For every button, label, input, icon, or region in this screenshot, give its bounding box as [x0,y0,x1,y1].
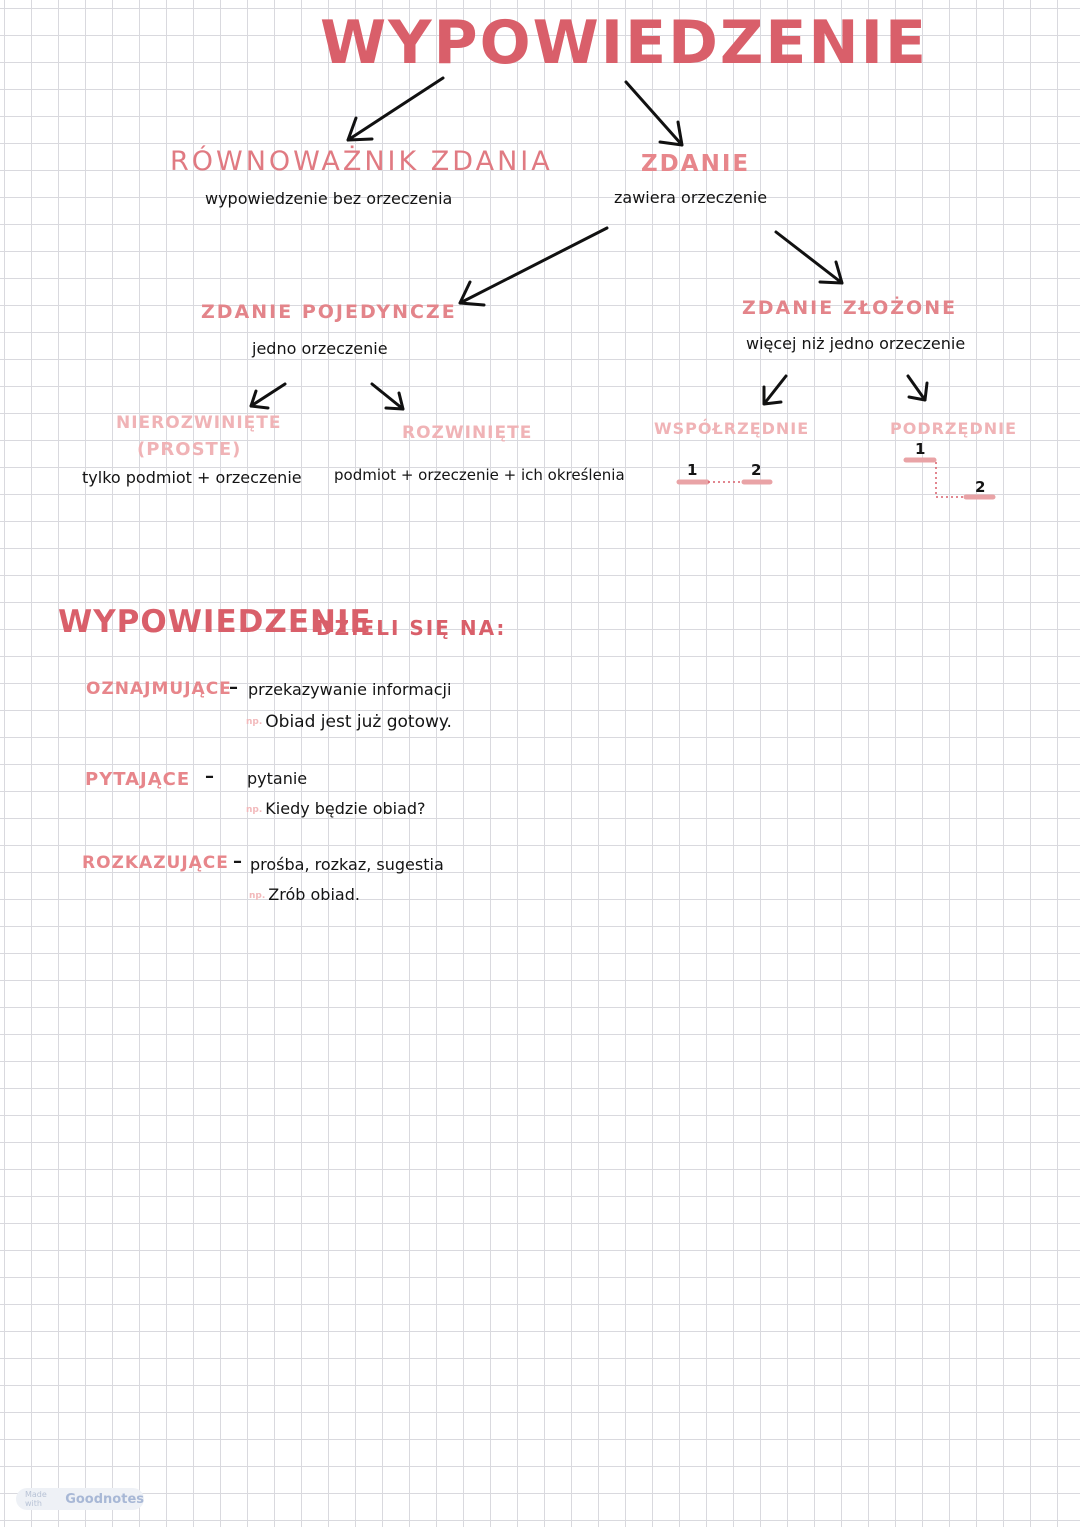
rownowaznik-label: RÓWNOWAŻNIK ZDANIA [170,146,553,177]
type-name-pytajace: PYTAJĄCE [85,769,191,790]
example-text: Obiad jest już gotowy. [265,712,452,732]
nierozwiniete-label: NIEROZWINIĘTE [116,413,282,433]
arrow-zdanie-to-zlozone [776,232,842,283]
type-dash-pytajace: – [205,766,214,787]
arrow-title-to-zdanie [626,82,682,145]
podrzednie-label: PODRZĘDNIE [890,419,1018,438]
made-with-label: Made with [25,1490,47,1508]
rozwiniete-desc: podmiot + orzeczenie + ich określenia [334,466,625,484]
np-label: np. [246,804,263,815]
zlozone-desc: więcej niż jedno orzeczenie [746,334,966,353]
type-desc-oznajmujace: przekazywanie informacji [248,680,452,699]
type-name-rozkazujace: ROZKAZUJĄCE [82,853,229,873]
pojedyncze-label: ZDANIE POJEDYNCZE [201,301,457,323]
rozwiniete-label: ROZWINIĘTE [402,423,533,443]
wspolrzednie-number-1: 1 [687,461,698,479]
division-heading-rest: DZIELI SIĘ NA: [316,616,507,640]
arrow-to-wspolrzednie [764,376,786,404]
wspolrzednie-label: WSPÓŁRZĘDNIE [654,419,810,438]
arrow-to-rozwiniete [372,384,403,409]
rownowaznik-desc: wypowiedzenie bez orzeczenia [205,189,453,208]
example-text: Kiedy będzie obiad? [265,799,426,818]
podrzednie-number-2: 2 [975,478,986,496]
zdanie-label: ZDANIE [641,151,751,177]
example-text: Zrób obiad. [268,885,360,904]
goodnotes-badge [16,1488,144,1510]
page-title: WYPOWIEDZENIE [320,8,928,78]
podrzednie-number-1: 1 [915,440,926,458]
np-label: np. [249,890,266,901]
type-desc-pytajace: pytanie [247,769,308,788]
goodnotes-brand: Goodnotes [65,1491,144,1507]
arrow-to-podrzednie [908,376,927,400]
nierozwiniete-sublabel: (PROSTE) [137,439,242,460]
type-example-rozkazujace [249,885,360,904]
type-example-pytajace [246,799,426,818]
arrow-title-to-rownowaznik [348,78,443,140]
division-heading-main: WYPOWIEDZENIE [58,604,372,640]
zlozone-label: ZDANIE ZŁOŻONE [742,297,958,319]
type-dash-rozkazujace: – [233,851,242,872]
nierozwiniete-desc: tylko podmiot + orzeczenie [82,468,302,487]
type-example-oznajmujace [246,712,452,732]
pojedyncze-desc: jedno orzeczenie [252,339,388,358]
arrow-to-nierozwiniete [251,384,285,408]
np-label: np. [246,717,263,727]
type-desc-rozkazujace: prośba, rozkaz, sugestia [250,855,444,874]
type-dash-oznajmujace: – [229,677,238,698]
arrow-zdanie-to-pojedyncze [460,228,607,305]
type-name-oznajmujace: OZNAJMUJĄCE [86,679,232,699]
zdanie-desc: zawiera orzeczenie [614,188,768,207]
wspolrzednie-number-2: 2 [751,461,762,479]
